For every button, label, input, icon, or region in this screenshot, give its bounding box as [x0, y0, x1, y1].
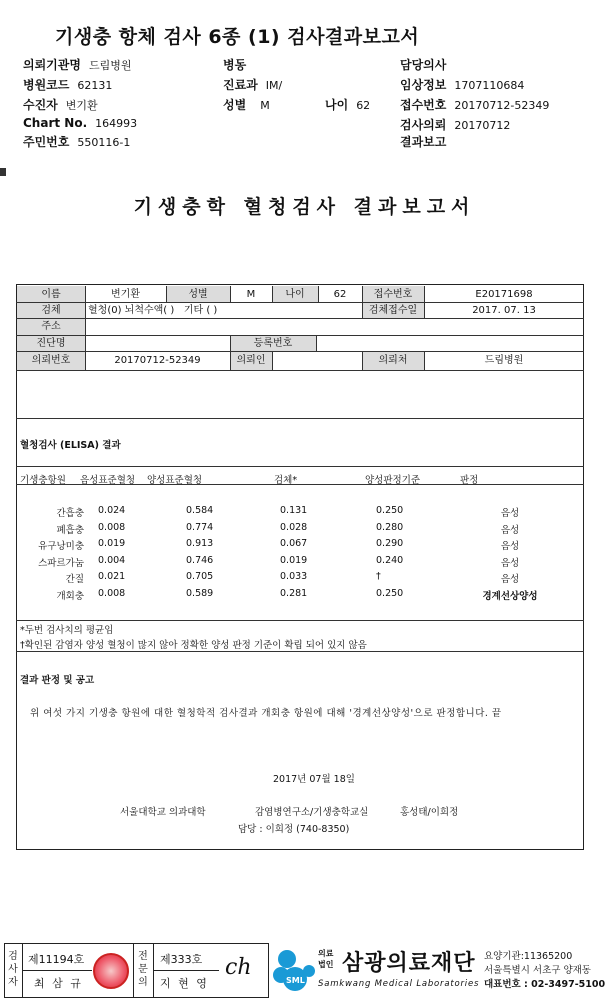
- cell-antigen: 스파르가눔: [38, 557, 84, 569]
- specimen-value: 혈청(0) 뇌척수액( ) 기타 ( ): [88, 305, 218, 316]
- grid-line: [272, 351, 273, 370]
- receipt-number: E20171698: [475, 289, 533, 300]
- specimen-label: 검체: [41, 305, 61, 316]
- cell-cutoff: 0.290: [376, 538, 404, 549]
- diagnosis-label: 진단명: [36, 338, 66, 349]
- col-result: 판정: [460, 475, 479, 486]
- patient-name: 변기환: [111, 289, 140, 300]
- cell-antigen: 간질: [65, 574, 84, 585]
- specialist-label: 전문의: [138, 951, 148, 988]
- contact: 담당 : 이희정 (740-8350): [238, 824, 350, 835]
- age-label: 나이: [285, 289, 305, 300]
- box-divider: [22, 970, 92, 971]
- header-field: Chart No. 164993: [23, 116, 138, 130]
- col-neg: 음성표준혈청: [80, 475, 136, 486]
- cell-sample: 0.067: [280, 538, 308, 549]
- req-no: 20170712-52349: [114, 355, 201, 366]
- grid-line: [316, 335, 317, 351]
- header-field: 접수번호 20170712-52349: [400, 98, 550, 112]
- sml-logo-icon: [273, 945, 315, 995]
- cell-result: 음성: [500, 541, 520, 552]
- cell-cutoff: 0.250: [376, 587, 404, 599]
- header-field: 진료과 IM/: [223, 78, 283, 92]
- receipt-label: 접수번호: [373, 289, 413, 300]
- signature: ch: [225, 955, 252, 980]
- requester-label: 의뢰인: [236, 355, 266, 366]
- specialist-name: 지 현 영: [160, 977, 209, 990]
- note-average: *두번 검사치의 평균임: [20, 625, 114, 636]
- cell-cutoff: 0.280: [376, 521, 404, 533]
- grid-line: [16, 418, 584, 419]
- logo-text: SML: [286, 976, 305, 985]
- scan-mark: [0, 168, 6, 176]
- org-english: Samkwang Medical Laboratories: [318, 979, 480, 989]
- inspector-license: 제11194호: [28, 953, 85, 966]
- cell-neg: 0.021: [98, 571, 126, 582]
- header-field: 임상정보 1707110684: [400, 78, 525, 92]
- doctors: 홍성태/이희정: [400, 807, 459, 818]
- header-field: 병원코드 62131: [23, 78, 113, 92]
- grid-line: [16, 466, 584, 467]
- cell-pos: 0.705: [186, 571, 214, 582]
- grid-line: [16, 318, 584, 319]
- cell-sample: 0.028: [280, 521, 308, 533]
- grid-line: [16, 302, 584, 303]
- col-antigen: 기생충항원: [20, 475, 66, 486]
- cell-result: 음성: [500, 508, 520, 519]
- cell-antigen: 개회충: [56, 590, 84, 602]
- cell-antigen: 유구낭미충: [38, 541, 84, 552]
- seal-icon: [93, 953, 129, 989]
- req-no-label: 의뢰번호: [31, 355, 71, 366]
- grid-line: [16, 651, 584, 652]
- conclusion-text: 위 여섯 가지 기생충 항원에 대한 혈청학적 검사결과 개회충 항원에 대해 '경계선상양성'으로 판정합니다. 끝: [30, 708, 502, 719]
- header-field: 나이 62: [325, 98, 371, 112]
- cell-neg: 0.019: [98, 538, 126, 549]
- header-title: 기생충 항체 검사 6종 (1) 검사결과보고서: [55, 26, 420, 48]
- header-field: 결과보고: [400, 135, 447, 149]
- recv-date: 2017. 07. 13: [472, 305, 536, 316]
- name-label: 이름: [41, 289, 61, 300]
- header-field: 의뢰기관명 드림병원: [23, 58, 132, 72]
- report-date: 2017년 07월 18일: [273, 774, 355, 785]
- recv-date-label: 검체접수일: [368, 305, 418, 316]
- cell-neg: 0.024: [98, 505, 126, 516]
- header-field: 검사의뢰 20170712: [400, 118, 511, 132]
- box-divider: [153, 970, 219, 971]
- grid-line: [16, 370, 584, 371]
- col-cutoff: 양성판정기준: [365, 475, 421, 486]
- cell-sample: 0.281: [280, 587, 308, 599]
- cell-neg: 0.004: [98, 554, 126, 566]
- cell-pos: 0.774: [186, 521, 214, 533]
- org-name: 삼광의료재단: [342, 951, 476, 976]
- box-divider: [133, 943, 134, 998]
- cell-neg: 0.008: [98, 521, 126, 533]
- cell-result: 음성: [500, 574, 520, 585]
- cell-cutoff: 0.240: [376, 554, 404, 566]
- req-place-label: 의뢰처: [378, 355, 408, 366]
- cell-result: 음성: [500, 524, 520, 536]
- req-place: 드림병원: [484, 355, 524, 366]
- cell-sample: 0.033: [280, 571, 308, 582]
- note-cutoff: †확인된 감염자 양성 혈청이 많지 않아 정확한 양성 판정 기준이 확립 되어 있지 않음: [20, 640, 367, 651]
- col-sample: 검체*: [274, 475, 298, 486]
- address: 서울특별시 서초구 양재동: [484, 965, 591, 976]
- grid-line: [16, 351, 584, 352]
- address-label: 주소: [41, 321, 61, 332]
- inspector-name: 최 삼 규: [34, 977, 83, 990]
- inspector-label: 검사자: [8, 951, 18, 988]
- institution: 서울대학교 의과대학: [120, 807, 206, 818]
- org-prefix-1: 의료: [318, 949, 334, 958]
- org-prefix-2: 법인: [318, 960, 334, 969]
- cell-sample: 0.019: [280, 554, 308, 566]
- header-field: 병동: [223, 58, 247, 72]
- cell-pos: 0.746: [186, 554, 214, 566]
- col-pos: 양성표준혈청: [147, 475, 203, 486]
- agency-code: 요양기관:11365200: [484, 951, 573, 962]
- grid-line: [16, 620, 584, 621]
- header-field: 담당의사: [400, 58, 447, 72]
- phone: 대표번호 : 02-3497-5100: [484, 979, 606, 990]
- patient-age: 62: [333, 289, 347, 300]
- specialist-license: 제333호: [160, 953, 203, 966]
- patient-sex: M: [246, 289, 256, 300]
- sex-label: 성별: [188, 289, 208, 300]
- header-field: 주민번호 550116-1: [23, 135, 131, 149]
- cell-sample: 0.131: [280, 505, 308, 516]
- cell-antigen: 간흡충: [56, 508, 84, 519]
- reg-no-label: 등록번호: [253, 338, 293, 349]
- cell-result: 경계선상양성: [482, 590, 538, 602]
- conclusion-title: 결과 판정 및 공고: [20, 675, 95, 686]
- report-title: 기생충학 혈청검사 결과보고서: [133, 196, 476, 218]
- header-field: 성별 M: [223, 98, 270, 112]
- cell-cutoff: †: [376, 571, 381, 582]
- cell-neg: 0.008: [98, 587, 126, 599]
- header-field: 수진자 변기환: [23, 98, 98, 112]
- cell-pos: 0.913: [186, 538, 214, 549]
- elisa-section-title: 혈청검사 (ELISA) 결과: [20, 440, 121, 451]
- cell-result: 음성: [500, 557, 520, 569]
- grid-line: [16, 335, 584, 336]
- cell-cutoff: 0.250: [376, 505, 404, 516]
- cell-pos: 0.589: [186, 587, 214, 599]
- department: 감염병연구소/기생충학교실: [255, 807, 369, 818]
- cell-pos: 0.584: [186, 505, 214, 516]
- cell-antigen: 폐흡충: [56, 524, 84, 536]
